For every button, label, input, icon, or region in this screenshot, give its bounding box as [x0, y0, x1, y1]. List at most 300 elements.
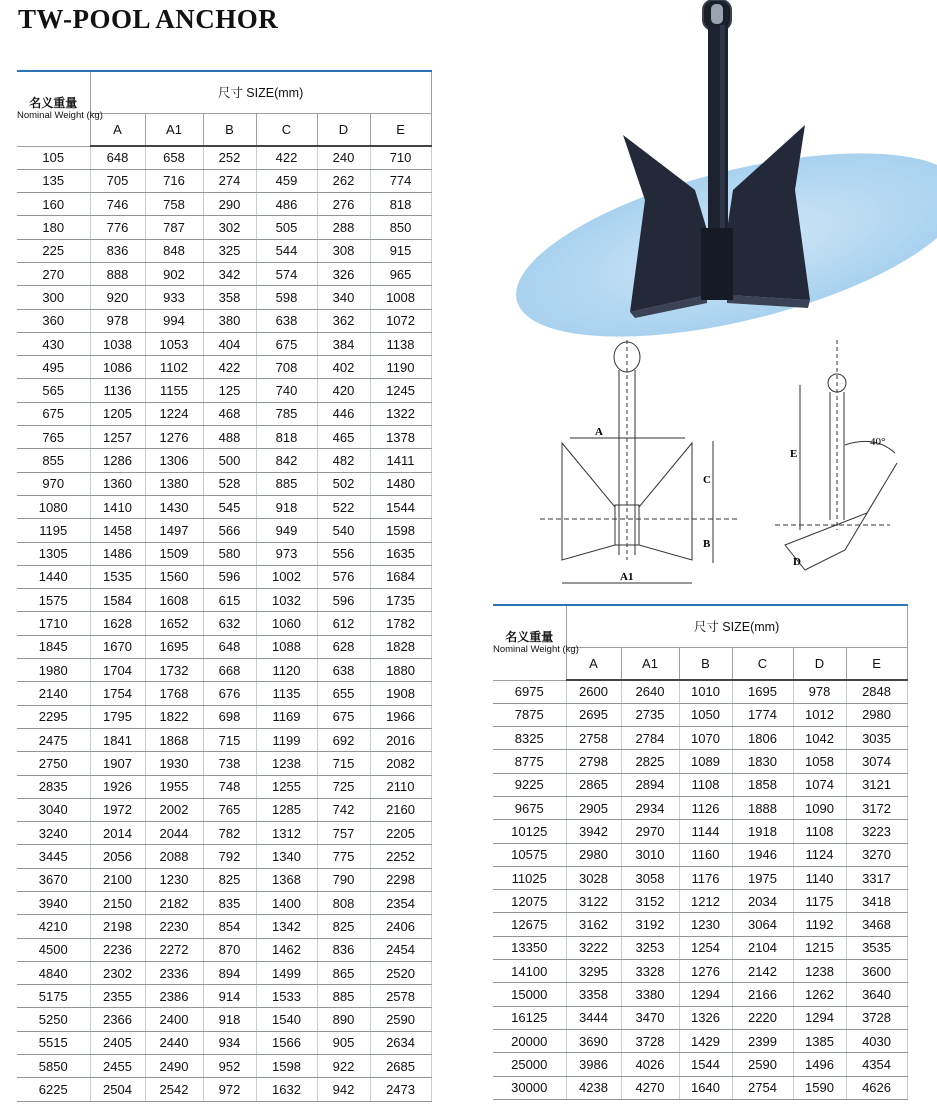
- size-cell: 1262: [793, 983, 846, 1006]
- size-cell: 2865: [566, 773, 621, 796]
- size-cell: 978: [90, 309, 145, 332]
- size-cell: 1608: [145, 589, 203, 612]
- size-cell: 2542: [145, 1078, 203, 1101]
- size-cell: 1368: [256, 868, 317, 891]
- nominal-weight-en: Nominal Weight (kg): [493, 644, 579, 656]
- size-cell: 1238: [793, 960, 846, 983]
- table-row: [17, 495, 431, 518]
- size-cell: 1245: [370, 379, 431, 402]
- size-cell: 2014: [90, 822, 145, 845]
- table-2-body: [493, 680, 907, 1099]
- size-cell: 566: [203, 519, 256, 542]
- size-cell: 2685: [370, 1055, 431, 1078]
- size-cell: 1868: [145, 728, 203, 751]
- table-row: [17, 332, 431, 355]
- size-cell: 808: [317, 892, 370, 915]
- nominal-weight-cell: 25000: [493, 1053, 566, 1076]
- side-label-d: D: [793, 556, 801, 568]
- size-cell: 326: [317, 262, 370, 285]
- anchor-right-fluke: [727, 125, 810, 300]
- table-row: [17, 961, 431, 984]
- size-cell: 1880: [370, 659, 431, 682]
- size-cell: 325: [203, 239, 256, 262]
- size-cell: 638: [256, 309, 317, 332]
- size-cell: 3942: [566, 820, 621, 843]
- size-cell: 596: [317, 589, 370, 612]
- size-cell: 785: [256, 402, 317, 425]
- size-cell: 274: [203, 169, 256, 192]
- size-cell: 1008: [370, 286, 431, 309]
- size-cell: 2578: [370, 985, 431, 1008]
- size-cell: 1695: [732, 680, 793, 703]
- table-row: [17, 915, 431, 938]
- nominal-weight-cell: 12675: [493, 913, 566, 936]
- size-cell: 596: [203, 565, 256, 588]
- size-cell: 3470: [621, 1006, 679, 1029]
- size-cell: 1190: [370, 356, 431, 379]
- size-cell: 1144: [679, 820, 732, 843]
- size-cell: 2784: [621, 727, 679, 750]
- size-cell: 1175: [793, 890, 846, 913]
- table-row: [17, 1078, 431, 1101]
- nominal-weight-cn: 名义重量: [505, 630, 554, 645]
- nominal-weight-cell: 16125: [493, 1006, 566, 1029]
- size-cell: 2406: [370, 915, 431, 938]
- nominal-weight-cell: 2140: [17, 682, 90, 705]
- size-cell: 905: [317, 1031, 370, 1054]
- table-row: [17, 892, 431, 915]
- size-cell: 1429: [679, 1029, 732, 1052]
- anchor-photo: [505, 0, 935, 335]
- size-cell: 1294: [679, 983, 732, 1006]
- size-cell: 1257: [90, 426, 145, 449]
- size-cell: 1598: [370, 519, 431, 542]
- size-cell: 2355: [90, 985, 145, 1008]
- nominal-weight-cell: 8775: [493, 750, 566, 773]
- table-row: [493, 913, 907, 936]
- size-cell: 1312: [256, 822, 317, 845]
- size-cell: 2894: [621, 773, 679, 796]
- size-cell: 1380: [145, 472, 203, 495]
- size-cell: 2150: [90, 892, 145, 915]
- size-cell: 1735: [370, 589, 431, 612]
- size-cell: 888: [90, 262, 145, 285]
- size-cell: 1908: [370, 682, 431, 705]
- nominal-weight-cell: 1710: [17, 612, 90, 635]
- size-cell: 1090: [793, 796, 846, 819]
- size-cell: 1254: [679, 936, 732, 959]
- size-cell: 2016: [370, 728, 431, 751]
- size-cell: 2088: [145, 845, 203, 868]
- size-cell: 2905: [566, 796, 621, 819]
- size-cell: 1640: [679, 1076, 732, 1099]
- size-cell: 3358: [566, 983, 621, 1006]
- size-cell: 848: [145, 239, 203, 262]
- size-cell: 1169: [256, 705, 317, 728]
- size-cell: 3122: [566, 890, 621, 913]
- table-row: [493, 773, 907, 796]
- size-cell: 746: [90, 193, 145, 216]
- col-header-d: D: [793, 647, 846, 680]
- size-cell: 825: [317, 915, 370, 938]
- size-cell: 1955: [145, 775, 203, 798]
- size-cell: 716: [145, 169, 203, 192]
- table-row: [17, 659, 431, 682]
- table-row: [17, 193, 431, 216]
- size-cell: 3270: [846, 843, 907, 866]
- size-cell: 3468: [846, 913, 907, 936]
- nominal-weight-cell: 5850: [17, 1055, 90, 1078]
- size-cell: 715: [317, 752, 370, 775]
- size-cell: 1215: [793, 936, 846, 959]
- nominal-weight-cell: 2475: [17, 728, 90, 751]
- size-cell: 1342: [256, 915, 317, 938]
- size-cell: 2600: [566, 680, 621, 703]
- size-cell: 380: [203, 309, 256, 332]
- nominal-weight-cell: 675: [17, 402, 90, 425]
- size-cell: 1378: [370, 426, 431, 449]
- col-header-e: E: [370, 113, 431, 146]
- table-row: [493, 960, 907, 983]
- nominal-weight-cell: 855: [17, 449, 90, 472]
- size-cell: 1176: [679, 866, 732, 889]
- size-cell: 918: [203, 1008, 256, 1031]
- nominal-weight-cell: 105: [17, 146, 90, 169]
- nominal-weight-cell: 225: [17, 239, 90, 262]
- table-row: [493, 866, 907, 889]
- size-cell: 2473: [370, 1078, 431, 1101]
- nominal-weight-cell: 14100: [493, 960, 566, 983]
- size-cell: 1540: [256, 1008, 317, 1031]
- size-cell: 1108: [793, 820, 846, 843]
- size-cell: 3162: [566, 913, 621, 936]
- nominal-weight-cell: 30000: [493, 1076, 566, 1099]
- size-cell: 502: [317, 472, 370, 495]
- spec-table-1: [17, 70, 432, 1102]
- size-cell: 2980: [566, 843, 621, 866]
- size-cell: 2848: [846, 680, 907, 703]
- size-cell: 3064: [732, 913, 793, 936]
- col-header-c: C: [256, 113, 317, 146]
- size-cell: 757: [317, 822, 370, 845]
- table-row: [493, 796, 907, 819]
- size-cell: 468: [203, 402, 256, 425]
- size-cell: 668: [203, 659, 256, 682]
- table-row: [17, 449, 431, 472]
- size-cell: 4354: [846, 1053, 907, 1076]
- size-cell: 240: [317, 146, 370, 169]
- size-cell: 748: [203, 775, 256, 798]
- nominal-weight-cell: 9675: [493, 796, 566, 819]
- nominal-weight-cell: 15000: [493, 983, 566, 1006]
- table-row: [17, 169, 431, 192]
- size-cell: 2934: [621, 796, 679, 819]
- size-cell: 787: [145, 216, 203, 239]
- size-cell: 638: [317, 659, 370, 682]
- table-row: [17, 752, 431, 775]
- size-cell: 1050: [679, 703, 732, 726]
- nominal-weight-cell: 1575: [17, 589, 90, 612]
- size-cell: 1584: [90, 589, 145, 612]
- nominal-weight-cell: 3670: [17, 868, 90, 891]
- table-row: [493, 680, 907, 703]
- size-cell: 1199: [256, 728, 317, 751]
- size-cell: 1038: [90, 332, 145, 355]
- size-cell: 894: [203, 961, 256, 984]
- size-cell: 1496: [793, 1053, 846, 1076]
- size-cell: 598: [256, 286, 317, 309]
- size-cell: 854: [203, 915, 256, 938]
- size-cell: 655: [317, 682, 370, 705]
- size-cell: 1124: [793, 843, 846, 866]
- nominal-weight-cell: 3940: [17, 892, 90, 915]
- size-cell: 4626: [846, 1076, 907, 1099]
- front-label-a: A: [595, 426, 603, 438]
- nominal-weight-cell: 1080: [17, 495, 90, 518]
- size-cell: 615: [203, 589, 256, 612]
- size-cell: 1533: [256, 985, 317, 1008]
- size-cell: 835: [203, 892, 256, 915]
- size-cell: 1410: [90, 495, 145, 518]
- nominal-weight-cell: 8325: [493, 727, 566, 750]
- size-cell: 902: [145, 262, 203, 285]
- table-row: [17, 705, 431, 728]
- size-cell: 3295: [566, 960, 621, 983]
- size-cell: 1140: [793, 866, 846, 889]
- size-cell: 1652: [145, 612, 203, 635]
- nominal-weight-cell: 4840: [17, 961, 90, 984]
- nominal-weight-cell: 3240: [17, 822, 90, 845]
- nominal-weight-cn: 名义重量: [29, 96, 78, 111]
- size-cell: 1458: [90, 519, 145, 542]
- table-row: [17, 1031, 431, 1054]
- size-cell: 2205: [370, 822, 431, 845]
- size-cell: 3535: [846, 936, 907, 959]
- size-cell: 1918: [732, 820, 793, 843]
- size-cell: 1306: [145, 449, 203, 472]
- size-cell: 3074: [846, 750, 907, 773]
- table-row: [493, 1029, 907, 1052]
- nominal-weight-cell: 13350: [493, 936, 566, 959]
- size-cell: 3728: [846, 1006, 907, 1029]
- size-cell: 1138: [370, 332, 431, 355]
- size-cell: 1486: [90, 542, 145, 565]
- size-cell: 920: [90, 286, 145, 309]
- nominal-weight-cell: 20000: [493, 1029, 566, 1052]
- table-row: [17, 286, 431, 309]
- size-cell: 2695: [566, 703, 621, 726]
- size-cell: 994: [145, 309, 203, 332]
- size-cell: 2198: [90, 915, 145, 938]
- table-1-body: [17, 146, 431, 1101]
- size-cell: 942: [317, 1078, 370, 1101]
- size-cell: 3728: [621, 1029, 679, 1052]
- size-cell: 1360: [90, 472, 145, 495]
- size-cell: 2455: [90, 1055, 145, 1078]
- size-cell: 2034: [732, 890, 793, 913]
- size-cell: 2272: [145, 938, 203, 961]
- size-cell: 1858: [732, 773, 793, 796]
- size-cell: 725: [317, 775, 370, 798]
- size-cell: 420: [317, 379, 370, 402]
- table-row: [17, 682, 431, 705]
- size-cell: 3640: [846, 983, 907, 1006]
- table-row: [17, 309, 431, 332]
- size-cell: 1732: [145, 659, 203, 682]
- nominal-weight-cell: 160: [17, 193, 90, 216]
- size-cell: 302: [203, 216, 256, 239]
- size-cell: 1497: [145, 519, 203, 542]
- size-cell: 698: [203, 705, 256, 728]
- size-header: 尺寸 SIZE(mm): [566, 605, 907, 647]
- size-cell: 1684: [370, 565, 431, 588]
- size-cell: 1966: [370, 705, 431, 728]
- table-row: [17, 379, 431, 402]
- size-cell: 2302: [90, 961, 145, 984]
- nominal-weight-cell: 1980: [17, 659, 90, 682]
- table-row: [17, 472, 431, 495]
- size-cell: 1628: [90, 612, 145, 635]
- size-cell: 792: [203, 845, 256, 868]
- size-cell: 818: [256, 426, 317, 449]
- front-view-drawing: [540, 335, 740, 590]
- size-cell: 465: [317, 426, 370, 449]
- size-cell: 1058: [793, 750, 846, 773]
- col-header-b: B: [679, 647, 732, 680]
- size-cell: 934: [203, 1031, 256, 1054]
- size-cell: 384: [317, 332, 370, 355]
- size-cell: 1088: [256, 635, 317, 658]
- nominal-weight-cell: 7875: [493, 703, 566, 726]
- size-cell: 1926: [90, 775, 145, 798]
- col-header-a: A: [90, 113, 145, 146]
- size-cell: 3986: [566, 1053, 621, 1076]
- nominal-weight-cell: 565: [17, 379, 90, 402]
- size-cell: 1340: [256, 845, 317, 868]
- table-row: [493, 1006, 907, 1029]
- size-cell: 3028: [566, 866, 621, 889]
- size-cell: 422: [256, 146, 317, 169]
- size-cell: 2640: [621, 680, 679, 703]
- table-row: [17, 1055, 431, 1078]
- spec-table-2: [493, 604, 908, 1100]
- size-cell: 2100: [90, 868, 145, 891]
- size-cell: 1385: [793, 1029, 846, 1052]
- size-cell: 288: [317, 216, 370, 239]
- table-row: [17, 1008, 431, 1031]
- size-cell: 2970: [621, 820, 679, 843]
- col-header-d: D: [317, 113, 370, 146]
- size-cell: 705: [90, 169, 145, 192]
- size-cell: 1509: [145, 542, 203, 565]
- size-cell: 973: [256, 542, 317, 565]
- size-cell: 342: [203, 262, 256, 285]
- size-cell: 692: [317, 728, 370, 751]
- size-cell: 1462: [256, 938, 317, 961]
- table-row: [17, 565, 431, 588]
- size-cell: 1126: [679, 796, 732, 819]
- size-cell: 2056: [90, 845, 145, 868]
- size-cell: 290: [203, 193, 256, 216]
- size-cell: 362: [317, 309, 370, 332]
- size-header: 尺寸 SIZE(mm): [90, 71, 431, 113]
- nominal-weight-header: [493, 605, 579, 680]
- col-header-b: B: [203, 113, 256, 146]
- size-cell: 505: [256, 216, 317, 239]
- size-cell: 3253: [621, 936, 679, 959]
- size-cell: 1806: [732, 727, 793, 750]
- table-row: [493, 703, 907, 726]
- size-cell: 3444: [566, 1006, 621, 1029]
- nominal-weight-cell: 2750: [17, 752, 90, 775]
- nominal-weight-cell: 10125: [493, 820, 566, 843]
- nominal-weight-cell: 4210: [17, 915, 90, 938]
- size-cell: 2252: [370, 845, 431, 868]
- size-cell: 890: [317, 1008, 370, 1031]
- size-cell: 1782: [370, 612, 431, 635]
- size-cell: 446: [317, 402, 370, 425]
- size-cell: 885: [317, 985, 370, 1008]
- size-cell: 1560: [145, 565, 203, 588]
- size-cell: 1907: [90, 752, 145, 775]
- size-cell: 3690: [566, 1029, 621, 1052]
- size-cell: 648: [90, 146, 145, 169]
- size-cell: 125: [203, 379, 256, 402]
- size-cell: 933: [145, 286, 203, 309]
- table-row: [17, 845, 431, 868]
- side-label-angle: 40°: [870, 436, 886, 448]
- size-cell: 1695: [145, 635, 203, 658]
- size-cell: 790: [317, 868, 370, 891]
- size-cell: 2980: [846, 703, 907, 726]
- nominal-weight-cell: 1440: [17, 565, 90, 588]
- table-row: [17, 589, 431, 612]
- size-cell: 500: [203, 449, 256, 472]
- nominal-weight-cell: 6225: [17, 1078, 90, 1101]
- size-cell: 1010: [679, 680, 732, 703]
- size-cell: 4238: [566, 1076, 621, 1099]
- size-cell: 818: [370, 193, 431, 216]
- nominal-weight-cell: 135: [17, 169, 90, 192]
- size-cell: 3600: [846, 960, 907, 983]
- nominal-weight-cell: 1195: [17, 519, 90, 542]
- size-cell: 2590: [370, 1008, 431, 1031]
- size-cell: 1499: [256, 961, 317, 984]
- size-cell: 1888: [732, 796, 793, 819]
- size-cell: 2142: [732, 960, 793, 983]
- size-cell: 1322: [370, 402, 431, 425]
- col-header-c: C: [732, 647, 793, 680]
- table-row: [17, 356, 431, 379]
- table-row: [17, 868, 431, 891]
- size-cell: 885: [256, 472, 317, 495]
- size-cell: 2440: [145, 1031, 203, 1054]
- nominal-weight-cell: 270: [17, 262, 90, 285]
- side-label-e: E: [790, 448, 798, 460]
- table-row: [493, 1053, 907, 1076]
- size-cell: 708: [256, 356, 317, 379]
- size-cell: 3418: [846, 890, 907, 913]
- size-cell: 544: [256, 239, 317, 262]
- size-cell: 2520: [370, 961, 431, 984]
- nominal-weight-cell: 9225: [493, 773, 566, 796]
- table-row: [17, 635, 431, 658]
- nominal-weight-cell: 2835: [17, 775, 90, 798]
- size-cell: 2366: [90, 1008, 145, 1031]
- nominal-weight-cell: 11025: [493, 866, 566, 889]
- size-cell: 675: [256, 332, 317, 355]
- size-cell: 742: [317, 798, 370, 821]
